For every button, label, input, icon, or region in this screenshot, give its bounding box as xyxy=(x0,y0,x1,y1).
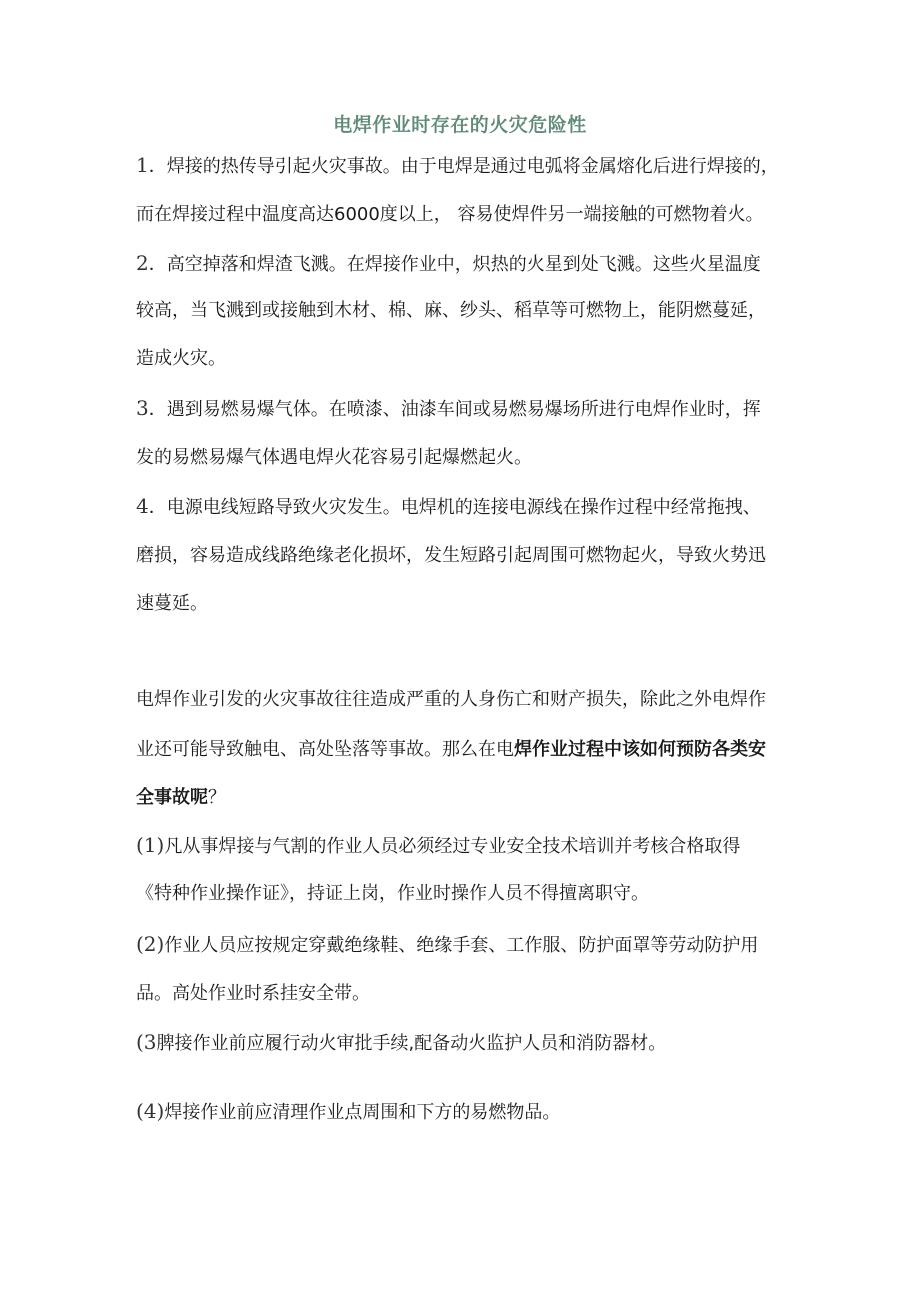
measure-item-3-line-1: (3脾接作业前应履行动火审批手续,配备动火监护人员和消防器材。 xyxy=(136,1030,667,1054)
intro-line-2: 业还可能导致触电、高处坠落等事故。那么在电焊作业过程中该如何预防各类安 xyxy=(136,739,766,760)
measure-item-2-number: (2) xyxy=(136,932,165,956)
hazard-item-1-line-2: 而在焊接过程中温度高达6000度以上， 容易使焊件另一端接触的可燃物着火。 xyxy=(136,204,764,225)
hazard-item-2-line-1: 2．高空掉落和焊渣飞溅。在焊接作业中，炽热的火星到处飞溅。这些火星温度 xyxy=(136,251,761,275)
measure-item-4-number: (4) xyxy=(136,1099,165,1123)
measure-item-1-line-1: (1)凡从事焊接与气割的作业人员必须经过专业安全技术培训并考核合格取得 xyxy=(136,833,741,857)
document-title: 电焊作业时存在的火灾危险性 xyxy=(333,114,587,136)
measure-item-1-line-2: 《特种作业操作证》，持证上岗，作业时操作人员不得擅离职守。 xyxy=(136,883,649,904)
intro-line-1: 电焊作业引发的火灾事故往往造成严重的人身伤亡和财产损失，除此之外电焊作 xyxy=(136,689,766,710)
intro-line-3: 全事故呢？ xyxy=(136,787,226,808)
hazard-item-4-line-3: 速蔓延。 xyxy=(136,593,208,614)
hazard-item-3-line-2: 发的易燃易爆气体遇电焊火花容易引起爆燃起火。 xyxy=(136,447,532,468)
hazard-item-2-line-3: 造成火灾。 xyxy=(136,348,226,369)
hazard-item-1-number: 1 xyxy=(136,153,149,177)
hazard-item-3-line-1: 3．遇到易燃易爆气体。在喷漆、油漆车间或易燃易爆场所进行电焊作业时，挥 xyxy=(136,396,761,420)
hazard-item-2-number: 2 xyxy=(136,251,149,275)
measure-item-3-number: (3 xyxy=(136,1030,157,1054)
measure-item-1-number: (1) xyxy=(136,833,165,857)
hazard-item-4-number: 4 xyxy=(136,494,149,518)
hazard-item-2-line-2: 较高，当飞溅到或接触到木材、棉、麻、纱头、稻草等可燃物上，能阴燃蔓延， xyxy=(136,300,766,321)
measure-item-2-line-2: 品。高处作业时系挂安全带。 xyxy=(136,983,370,1004)
measure-item-4-line-1: (4)焊接作业前应清理作业点周围和下方的易燃物品。 xyxy=(136,1099,561,1123)
measure-item-2-line-1: (2)作业人员应按规定穿戴绝缘鞋、绝缘手套、工作服、防护面罩等劳动防护用 xyxy=(136,932,759,956)
hazard-item-1-line-1: 1．焊接的热传导引起火灾事故。由于电焊是通过电弧将金属熔化后进行焊接的， xyxy=(136,153,779,177)
hazard-item-4-line-2: 磨损，容易造成线路绝缘老化损坏，发生短路引起周围可燃物起火，导致火势迅 xyxy=(136,545,766,566)
hazard-item-4-line-1: 4．电源电线短路导致火灾发生。电焊机的连接电源线在操作过程中经常拖拽、 xyxy=(136,494,761,518)
hazard-item-3-number: 3 xyxy=(136,396,149,420)
